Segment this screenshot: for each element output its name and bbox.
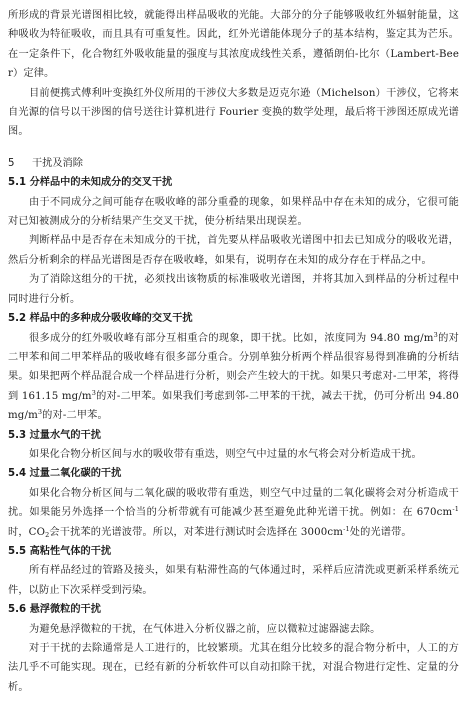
text-run: 的对-二甲苯。 <box>42 410 108 422</box>
paragraph-5-1-b: 判断样品中是否存在未知成分的干扰，首先要从样品吸收光谱图中扣去已知成分的吸收光谱，然后分析剩余的样品光谱图是否存在吸收峰，如果有，说明存在未知的成分存在于样品之中。 <box>8 235 459 266</box>
subsection-heading-5-6: 5.6 悬浮微粒的干扰 <box>8 604 101 616</box>
paragraph-michelson: 目前便携式傅利叶变换红外仪所用的干涉仪大多数是迈克尔逊（Michelson）干涉仪，它将来自光源的信号以干涉图的信号送往计算机进行 Fourier 变换的数学处理，最后将干涉图还原成光谱图。 <box>8 87 459 138</box>
spacer <box>8 142 459 154</box>
superscript: 3 <box>37 408 43 417</box>
text-run: 处的光谱带。 <box>349 526 412 538</box>
paragraph-5-6-b: 对于干扰的去除通常是人工进行的，比较繁琐。尤其在组分比较多的混合物分析中，人工的方法几乎不可能实现。现在，已经有新的分析软件可以自动扣除干扰，对混合物进行定性、定量的分析。 <box>8 643 459 693</box>
paragraph-5-4 <box>8 484 459 542</box>
section-number: 5 <box>8 157 15 169</box>
superscript: -1 <box>452 505 459 514</box>
section-title: 干扰及消除 <box>32 157 83 169</box>
paragraph-intro: 所形成的背景光谱图相比较，就能得出样品吸收的光能。大部分的分子能够吸收红外辐射能量，这种吸收为特征吸收，而且具有可重复性。因此，红外光谱能体现分子的基本结构，鉴定其为芒乐。在一定条件下，化合物红外吸收能量的强度与其浓度成线性关系，遵循朗伯-比尔（Lambert-Beer）定律。 <box>8 10 459 80</box>
paragraph-5-5: 所有样品经过的管路及接头，如果有粘滞性高的气体通过时，采样后应清洗或更新采样系统元件，以防止下次采样受到污染。 <box>8 565 459 596</box>
text-run: 时，CO <box>8 526 46 538</box>
document-page <box>8 6 459 697</box>
section-heading-5 <box>8 154 459 173</box>
text-run: 如果化合物分析区间与二氧化碳的吸收带有重迭，则空气中过量的二氧化碳将会对分析造成干扰。如果能另外选择一个恰当的分析带就有可能减少甚至避免此种光谱干扰。例如：在 670cm <box>8 487 459 519</box>
subsection-heading-5-3: 5.3 过量水气的干扰 <box>8 429 101 441</box>
text-run: 很多成分的红外吸收峰有部分互相重合的现象，即干扰。比如，浓度同为 94.80 mg/m <box>29 332 434 344</box>
text-run: 的对-二甲苯。如果我们考虑到邻-二甲苯的干扰，减去干扰，仍可分析出 94.80 mg/m <box>8 390 459 422</box>
text-run: 的对二甲苯和间二甲苯样品的吸收峰有很多部分重合。分别单独分析两个样品很容易得到准确的分析结果。如果把两个样品混合成一个样品进行分析，则会产生较大的干扰。如果只考虑对-二甲苯，将得到 161.15 mg/m <box>8 332 459 402</box>
paragraph-5-2 <box>8 329 459 426</box>
subscript: 2 <box>45 530 50 539</box>
paragraph-5-1-c: 为了消除这组分的干扰，必须找出该物质的标准吸收光谱图，并将其加入到样品的分析过程中同时进行分析。 <box>8 274 459 305</box>
text-run: 会干扰苯的光谱波带。所以，对苯进行测试时会选择在 3000cm <box>49 526 344 538</box>
paragraph-5-6-a: 为避免悬浮微粒的干扰，在气体进入分析仪器之前，应以微粒过滤器滤去除。 <box>29 623 381 635</box>
subsection-heading-5-1: 5.1 分样品中的未知成分的交叉干扰 <box>8 177 173 189</box>
superscript: -1 <box>343 524 350 533</box>
superscript: 3 <box>433 330 438 339</box>
subsection-heading-5-4: 5.4 过量二氧化碳的干扰 <box>8 468 122 480</box>
paragraph-5-1-a: 由于不同成分之间可能存在吸收峰的部分重叠的现象，如果样品中存在未知的成分，它很可能对已知被测成分的分析结果产生交叉干扰，使分析结果出现误差。 <box>8 196 459 228</box>
subsection-heading-5-2: 5.2 样品中的多种成分吸收峰的交叉干扰 <box>8 313 193 325</box>
paragraph-5-3: 如果化合物分析区间与水的吸收带有重迭，则空气中过量的水气将会对分析造成干扰。 <box>29 448 422 460</box>
superscript: 3 <box>91 388 97 397</box>
subsection-heading-5-5: 5.5 高粘性气体的干扰 <box>8 545 112 557</box>
